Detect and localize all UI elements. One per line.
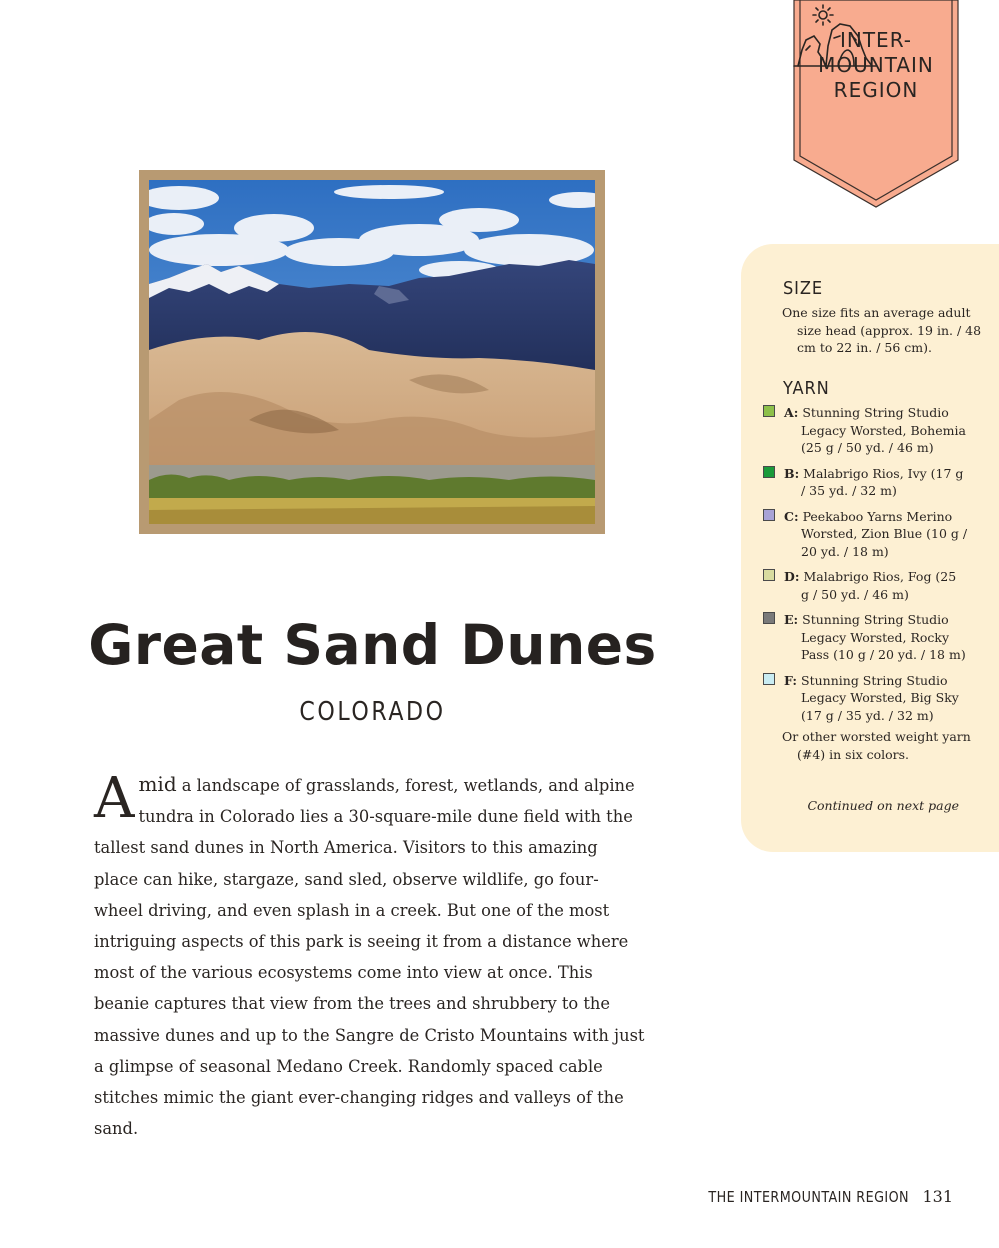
banner-line-1: INTER-	[839, 28, 912, 52]
yarn-item-f	[763, 672, 968, 725]
yarn-letter: C:	[784, 508, 799, 524]
yarn-swatch-f	[763, 673, 775, 685]
yarn-desc: Stunning String Studio Legacy Worsted, Bohemia (25 g / 50 yd. / 46 m)	[801, 405, 966, 455]
yarn-desc: Malabrigo Rios, Fog (25 g / 50 yd. / 46 m)	[801, 569, 957, 602]
yarn-swatch-a	[763, 405, 775, 417]
page-footer	[673, 1187, 953, 1206]
yarn-item-c	[763, 508, 968, 561]
yarn-letter: D:	[784, 569, 800, 584]
sun-over-rock-arch-icon	[792, 0, 882, 75]
sand-dunes-photo-image	[149, 180, 595, 524]
drop-cap: A	[94, 766, 135, 831]
page-title: Great Sand Dunes	[88, 613, 657, 677]
yarn-swatch-c	[763, 509, 775, 521]
other-yarn-text: Or other worsted weight yarn (#4) in six colors.	[782, 729, 971, 762]
continued-note: Continued on next page	[807, 798, 959, 813]
size-text: One size fits an average adult size head (approx. 19 in. / 48 cm to 22 in. / 56 cm).	[782, 305, 982, 355]
footer-section-label: THE INTERMOUNTAIN REGION	[708, 1188, 910, 1206]
yarn-desc: Malabrigo Rios, Ivy (17 g / 35 yd. / 32 m)	[801, 465, 964, 498]
yarn-list	[763, 404, 968, 732]
yarn-desc: Stunning String Studio Legacy Worsted, Rocky Pass (10 g / 20 yd. / 18 m)	[801, 612, 966, 662]
region-banner	[792, 0, 960, 210]
yarn-swatch-b	[763, 466, 775, 478]
yarn-item-e	[763, 611, 968, 664]
intro-text: a landscape of grasslands, forest, wetlands, and alpine tundra in Colorado lies a 30-square-mile dune field with the tallest sand dunes in North America. Visitors to this amazing place can hike, stargaze, sand sled, observe wildlife, go four-wheel driving, and even splash in a creek. But one of the most intriguing aspects of this park is seeing it from a distance where most of the various ecosystems come into view at once. This beanie captures that view from the trees and shrubbery to the massive dunes and up to the Sangre de Cristo Mountains with just a glimpse of seasonal Medano Creek. Randomly spaced cable stitches mimic the giant ever-changing ridges and valleys of the sand.	[94, 776, 645, 1139]
banner-line-3: REGION	[833, 78, 919, 102]
yarn-swatch-d	[763, 569, 775, 581]
yarn-swatch-e	[763, 612, 775, 624]
page-number: 131	[922, 1187, 953, 1206]
yarn-desc: Peekaboo Yarns Merino Worsted, Zion Blue (10 g / 20 yd. / 18 m)	[801, 508, 968, 559]
yarn-letter: E:	[784, 612, 799, 627]
yarn-item-d	[763, 568, 968, 603]
intro-paragraph	[94, 766, 646, 1144]
info-panel	[741, 244, 999, 852]
lead-word: mid	[138, 772, 177, 796]
yarn-heading: YARN	[783, 378, 830, 399]
page-subtitle: COLORADO	[299, 697, 446, 727]
yarn-desc: Stunning String Studio Legacy Worsted, Big Sky (17 g / 35 yd. / 32 m)	[801, 672, 959, 723]
yarn-item-b	[763, 465, 968, 500]
banner-line-2: MOUNTAIN	[818, 53, 934, 77]
size-heading: SIZE	[783, 278, 824, 299]
yarn-letter: B:	[784, 465, 800, 481]
yarn-letter: F:	[784, 672, 798, 688]
yarn-letter: A:	[784, 405, 799, 420]
sand-dunes-photo	[139, 170, 605, 534]
yarn-item-a	[763, 404, 968, 457]
